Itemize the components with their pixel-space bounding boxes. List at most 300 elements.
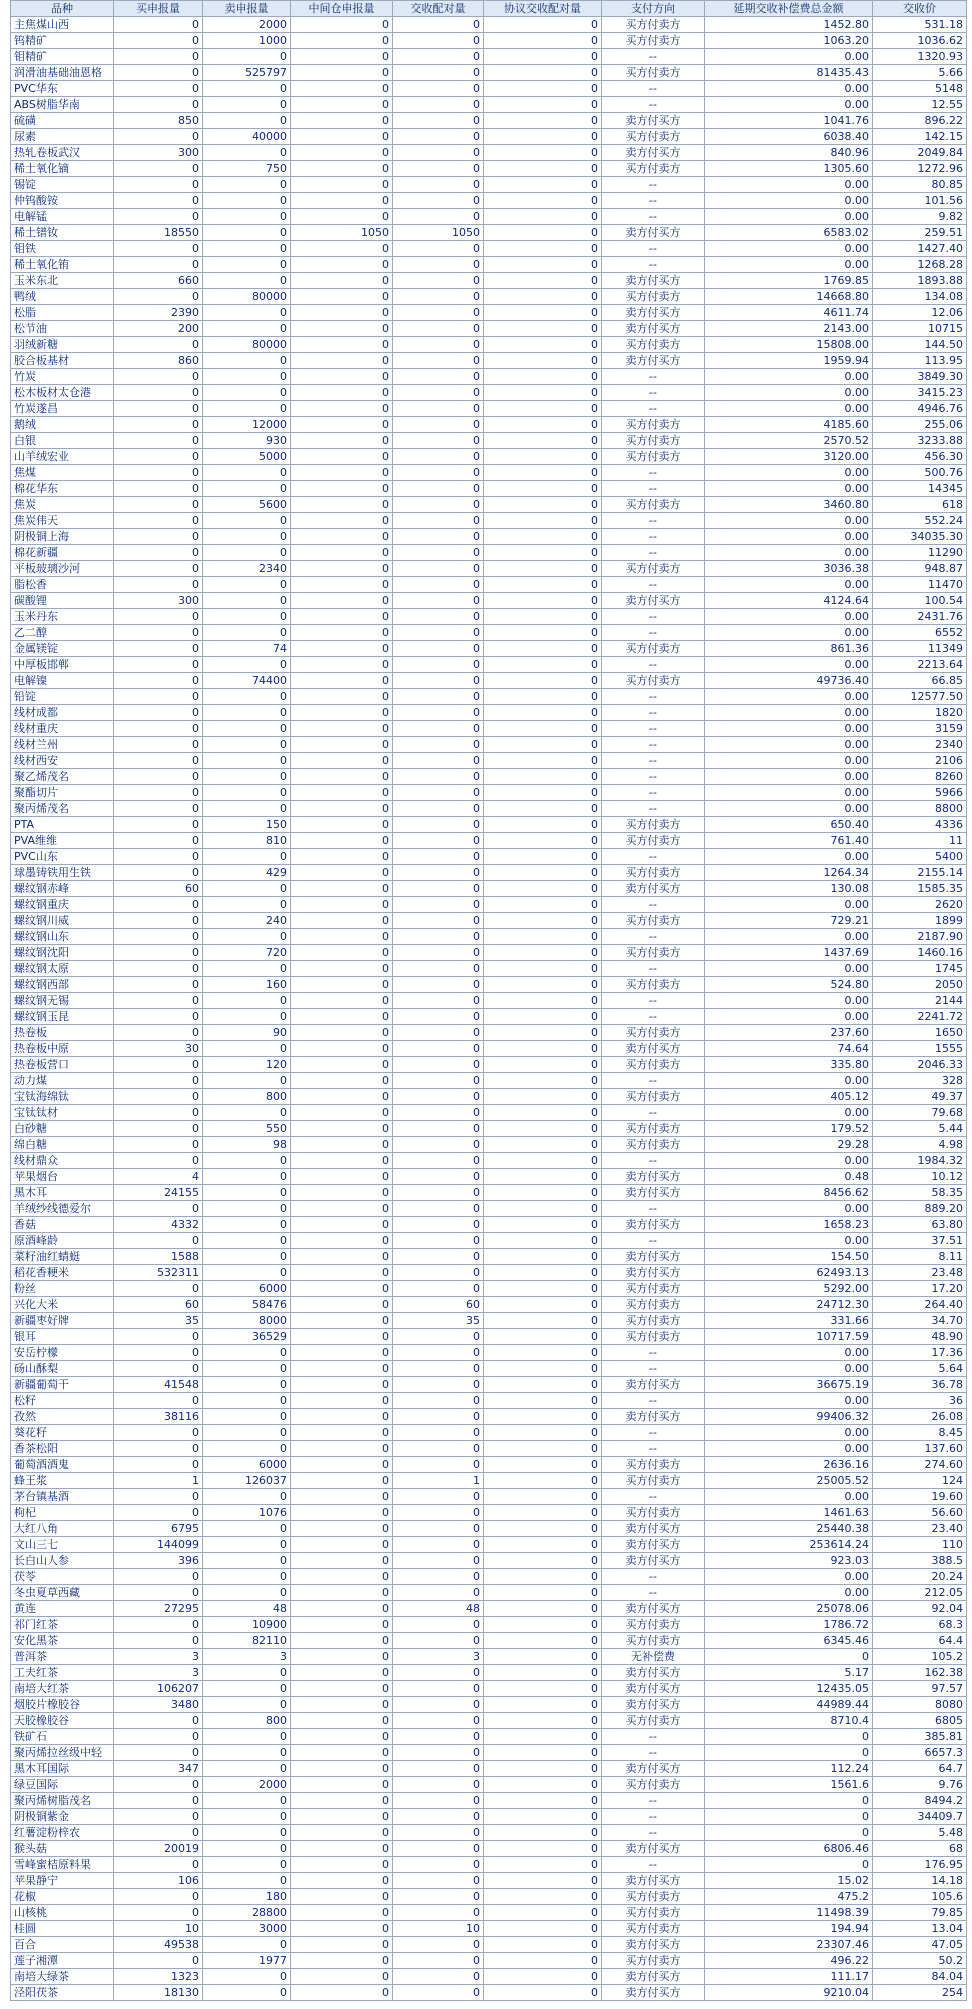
- cell-buy-declared: 144099: [114, 1537, 203, 1553]
- cell-compensation-total: 29.28: [705, 1137, 873, 1153]
- cell-product: 苹果烟台: [11, 1169, 114, 1185]
- cell-settlement-price: 2046.33: [873, 1057, 967, 1073]
- cell-sell-declared: 800: [203, 1089, 291, 1105]
- cell-buy-declared: 0: [114, 1393, 203, 1409]
- cell-agreement-matched: 0: [484, 81, 602, 97]
- cell-agreement-matched: 0: [484, 1217, 602, 1233]
- cell-payment-direction: 买方付卖方: [602, 1281, 705, 1297]
- cell-delivery-matched: 0: [393, 1969, 484, 1985]
- cell-sell-declared: 0: [203, 1665, 291, 1681]
- cell-sell-declared: 0: [203, 929, 291, 945]
- cell-mid-warehouse: 0: [291, 721, 393, 737]
- cell-buy-declared: 0: [114, 769, 203, 785]
- cell-mid-warehouse: 0: [291, 1041, 393, 1057]
- table-row: [11, 577, 967, 593]
- cell-agreement-matched: 0: [484, 609, 602, 625]
- cell-settlement-price: 11470: [873, 577, 967, 593]
- cell-sell-declared: 0: [203, 1521, 291, 1537]
- cell-agreement-matched: 0: [484, 177, 602, 193]
- cell-payment-direction: --: [602, 689, 705, 705]
- cell-compensation-total: 99406.32: [705, 1409, 873, 1425]
- cell-sell-declared: 0: [203, 273, 291, 289]
- cell-buy-declared: 0: [114, 529, 203, 545]
- cell-sell-declared: 0: [203, 385, 291, 401]
- cell-delivery-matched: 0: [393, 257, 484, 273]
- header-buy-declared: 买申报量: [114, 1, 203, 17]
- cell-buy-declared: 0: [114, 1825, 203, 1841]
- cell-compensation-total: 0.00: [705, 1009, 873, 1025]
- cell-settlement-price: 66.85: [873, 673, 967, 689]
- table-row: [11, 113, 967, 129]
- cell-product: 黄连: [11, 1601, 114, 1617]
- cell-product: 山核桃: [11, 1905, 114, 1921]
- cell-agreement-matched: 0: [484, 449, 602, 465]
- cell-buy-declared: 0: [114, 177, 203, 193]
- cell-sell-declared: 126037: [203, 1473, 291, 1489]
- cell-buy-declared: 0: [114, 1153, 203, 1169]
- cell-agreement-matched: 0: [484, 1233, 602, 1249]
- table-row: [11, 1649, 967, 1665]
- cell-sell-declared: 0: [203, 1585, 291, 1601]
- cell-delivery-matched: 0: [393, 1681, 484, 1697]
- cell-sell-declared: 0: [203, 1553, 291, 1569]
- cell-agreement-matched: 0: [484, 897, 602, 913]
- cell-agreement-matched: 0: [484, 1633, 602, 1649]
- cell-compensation-total: 0.00: [705, 1425, 873, 1441]
- table-row: [11, 449, 967, 465]
- cell-sell-declared: 0: [203, 993, 291, 1009]
- cell-compensation-total: 0.00: [705, 241, 873, 257]
- cell-buy-declared: 0: [114, 1633, 203, 1649]
- cell-buy-declared: 0: [114, 401, 203, 417]
- cell-settlement-price: 64.4: [873, 1633, 967, 1649]
- cell-payment-direction: 买方付卖方: [602, 641, 705, 657]
- cell-delivery-matched: 0: [393, 1281, 484, 1297]
- cell-compensation-total: 761.40: [705, 833, 873, 849]
- cell-product: 红薯淀粉梓农: [11, 1825, 114, 1841]
- cell-buy-declared: 0: [114, 1713, 203, 1729]
- cell-settlement-price: 1555: [873, 1041, 967, 1057]
- table-row: [11, 1009, 967, 1025]
- cell-mid-warehouse: 0: [291, 593, 393, 609]
- cell-compensation-total: 0: [705, 1793, 873, 1809]
- table-row: [11, 97, 967, 113]
- cell-agreement-matched: 0: [484, 561, 602, 577]
- cell-compensation-total: 4185.60: [705, 417, 873, 433]
- cell-product: 松节油: [11, 321, 114, 337]
- cell-settlement-price: 255.06: [873, 417, 967, 433]
- table-row: [11, 1905, 967, 1921]
- cell-sell-declared: 720: [203, 945, 291, 961]
- cell-sell-declared: 36529: [203, 1329, 291, 1345]
- table-row: [11, 1777, 967, 1793]
- cell-agreement-matched: 0: [484, 1617, 602, 1633]
- table-row: [11, 1537, 967, 1553]
- cell-compensation-total: 0.00: [705, 193, 873, 209]
- cell-payment-direction: 买方付卖方: [602, 1889, 705, 1905]
- cell-mid-warehouse: 0: [291, 1521, 393, 1537]
- cell-product: 鸭绒: [11, 289, 114, 305]
- cell-mid-warehouse: 0: [291, 1697, 393, 1713]
- cell-settlement-price: 12.55: [873, 97, 967, 113]
- cell-delivery-matched: 0: [393, 897, 484, 913]
- cell-settlement-price: 896.22: [873, 113, 967, 129]
- cell-buy-declared: 0: [114, 849, 203, 865]
- cell-buy-declared: 0: [114, 1905, 203, 1921]
- cell-payment-direction: 买方付卖方: [602, 1057, 705, 1073]
- cell-product: 烟胶片橡胶谷: [11, 1697, 114, 1713]
- cell-product: 尿素: [11, 129, 114, 145]
- cell-agreement-matched: 0: [484, 193, 602, 209]
- cell-settlement-price: 79.68: [873, 1105, 967, 1121]
- table-row: [11, 1297, 967, 1313]
- cell-agreement-matched: 0: [484, 737, 602, 753]
- cell-buy-declared: 0: [114, 897, 203, 913]
- cell-payment-direction: 买方付卖方: [602, 1329, 705, 1345]
- cell-compensation-total: 6345.46: [705, 1633, 873, 1649]
- cell-compensation-total: 130.08: [705, 881, 873, 897]
- cell-mid-warehouse: 0: [291, 1057, 393, 1073]
- cell-agreement-matched: 0: [484, 705, 602, 721]
- settlement-table: [10, 0, 967, 2001]
- cell-payment-direction: --: [602, 753, 705, 769]
- table-row: [11, 257, 967, 273]
- cell-sell-declared: 0: [203, 785, 291, 801]
- cell-payment-direction: 买方付卖方: [602, 1121, 705, 1137]
- settlement-table-container: [10, 0, 966, 2001]
- cell-buy-declared: 347: [114, 1761, 203, 1777]
- cell-settlement-price: 142.15: [873, 129, 967, 145]
- cell-sell-declared: 80000: [203, 289, 291, 305]
- cell-compensation-total: 0.00: [705, 1489, 873, 1505]
- cell-agreement-matched: 0: [484, 881, 602, 897]
- cell-payment-direction: 卖方付买方: [602, 1841, 705, 1857]
- table-row: [11, 913, 967, 929]
- cell-sell-declared: 0: [203, 113, 291, 129]
- cell-compensation-total: 0.00: [705, 257, 873, 273]
- cell-buy-declared: 0: [114, 833, 203, 849]
- cell-mid-warehouse: 0: [291, 81, 393, 97]
- cell-product: 冬虫夏草西藏: [11, 1585, 114, 1601]
- cell-payment-direction: 卖方付买方: [602, 1217, 705, 1233]
- cell-delivery-matched: 0: [393, 385, 484, 401]
- cell-mid-warehouse: 0: [291, 17, 393, 33]
- cell-settlement-price: 10.12: [873, 1169, 967, 1185]
- cell-mid-warehouse: 0: [291, 529, 393, 545]
- cell-compensation-total: 0.00: [705, 177, 873, 193]
- cell-buy-declared: 0: [114, 17, 203, 33]
- cell-settlement-price: 3415.23: [873, 385, 967, 401]
- cell-product: 白砂糖: [11, 1121, 114, 1137]
- cell-payment-direction: 卖方付买方: [602, 1761, 705, 1777]
- cell-delivery-matched: 1: [393, 1473, 484, 1489]
- cell-payment-direction: 买方付卖方: [602, 1713, 705, 1729]
- cell-sell-declared: 74: [203, 641, 291, 657]
- cell-buy-declared: 4332: [114, 1217, 203, 1233]
- cell-mid-warehouse: 0: [291, 737, 393, 753]
- cell-sell-declared: 80000: [203, 337, 291, 353]
- cell-settlement-price: 2050: [873, 977, 967, 993]
- cell-payment-direction: 卖方付买方: [602, 1409, 705, 1425]
- cell-agreement-matched: 0: [484, 1025, 602, 1041]
- table-row: [11, 1713, 967, 1729]
- cell-mid-warehouse: 0: [291, 1537, 393, 1553]
- cell-sell-declared: 12000: [203, 417, 291, 433]
- cell-mid-warehouse: 0: [291, 129, 393, 145]
- cell-settlement-price: 1268.28: [873, 257, 967, 273]
- cell-product: 稀土氧化镝: [11, 161, 114, 177]
- cell-settlement-price: 3849.30: [873, 369, 967, 385]
- table-row: [11, 769, 967, 785]
- table-row: [11, 1425, 967, 1441]
- cell-agreement-matched: 0: [484, 385, 602, 401]
- cell-compensation-total: 1461.63: [705, 1505, 873, 1521]
- cell-payment-direction: 买方付卖方: [602, 817, 705, 833]
- cell-agreement-matched: 0: [484, 1201, 602, 1217]
- cell-payment-direction: 买方付卖方: [602, 33, 705, 49]
- cell-product: 砀山酥梨: [11, 1361, 114, 1377]
- table-row: [11, 1345, 967, 1361]
- cell-compensation-total: 2636.16: [705, 1457, 873, 1473]
- cell-delivery-matched: 0: [393, 577, 484, 593]
- cell-sell-declared: 0: [203, 1265, 291, 1281]
- cell-payment-direction: 买方付卖方: [602, 1905, 705, 1921]
- cell-product: 竹炭: [11, 369, 114, 385]
- cell-agreement-matched: 0: [484, 1441, 602, 1457]
- cell-mid-warehouse: 0: [291, 337, 393, 353]
- cell-delivery-matched: 35: [393, 1313, 484, 1329]
- cell-delivery-matched: 0: [393, 305, 484, 321]
- cell-buy-declared: 38116: [114, 1409, 203, 1425]
- cell-sell-declared: 5000: [203, 449, 291, 465]
- cell-delivery-matched: 0: [393, 1745, 484, 1761]
- cell-mid-warehouse: 0: [291, 241, 393, 257]
- cell-delivery-matched: 0: [393, 1265, 484, 1281]
- cell-agreement-matched: 0: [484, 33, 602, 49]
- cell-sell-declared: 1076: [203, 1505, 291, 1521]
- cell-compensation-total: 524.80: [705, 977, 873, 993]
- cell-agreement-matched: 0: [484, 1329, 602, 1345]
- cell-compensation-total: 496.22: [705, 1953, 873, 1969]
- cell-compensation-total: 10717.59: [705, 1329, 873, 1345]
- cell-delivery-matched: 0: [393, 1905, 484, 1921]
- cell-sell-declared: 0: [203, 1489, 291, 1505]
- cell-settlement-price: 2431.76: [873, 609, 967, 625]
- table-row: [11, 1089, 967, 1105]
- cell-settlement-price: 385.81: [873, 1729, 967, 1745]
- cell-payment-direction: --: [602, 241, 705, 257]
- cell-delivery-matched: 0: [393, 721, 484, 737]
- cell-buy-declared: 1: [114, 1473, 203, 1489]
- cell-mid-warehouse: 0: [291, 97, 393, 113]
- cell-compensation-total: 0.00: [705, 689, 873, 705]
- cell-compensation-total: 0.00: [705, 897, 873, 913]
- cell-buy-declared: 0: [114, 1489, 203, 1505]
- cell-mid-warehouse: 0: [291, 1169, 393, 1185]
- cell-product: 螺纹钢重庆: [11, 897, 114, 913]
- cell-product: 雪峰蜜桔原料果: [11, 1857, 114, 1873]
- cell-sell-declared: 160: [203, 977, 291, 993]
- cell-mid-warehouse: 0: [291, 625, 393, 641]
- cell-agreement-matched: 0: [484, 161, 602, 177]
- cell-compensation-total: 0.48: [705, 1169, 873, 1185]
- cell-sell-declared: 0: [203, 1729, 291, 1745]
- cell-delivery-matched: 0: [393, 977, 484, 993]
- cell-buy-declared: 0: [114, 385, 203, 401]
- cell-settlement-price: 9.76: [873, 1777, 967, 1793]
- cell-delivery-matched: 0: [393, 689, 484, 705]
- cell-settlement-price: 14.18: [873, 1873, 967, 1889]
- cell-payment-direction: --: [602, 1361, 705, 1377]
- cell-settlement-price: 5148: [873, 81, 967, 97]
- cell-delivery-matched: 0: [393, 993, 484, 1009]
- cell-product: 菜籽油红蜻蜓: [11, 1249, 114, 1265]
- header-product: 品种: [11, 1, 114, 17]
- cell-payment-direction: --: [602, 1153, 705, 1169]
- cell-sell-declared: 0: [203, 801, 291, 817]
- cell-compensation-total: 49736.40: [705, 673, 873, 689]
- table-row: [11, 145, 967, 161]
- cell-delivery-matched: 60: [393, 1297, 484, 1313]
- cell-buy-declared: 200: [114, 321, 203, 337]
- cell-delivery-matched: 0: [393, 81, 484, 97]
- table-row: [11, 1361, 967, 1377]
- cell-mid-warehouse: 0: [291, 1201, 393, 1217]
- cell-agreement-matched: 0: [484, 1457, 602, 1473]
- table-row: [11, 1313, 967, 1329]
- table-row: [11, 1153, 967, 1169]
- cell-product: 脂松香: [11, 577, 114, 593]
- cell-compensation-total: 237.60: [705, 1025, 873, 1041]
- table-row: [11, 1281, 967, 1297]
- cell-agreement-matched: 0: [484, 1649, 602, 1665]
- cell-mid-warehouse: 0: [291, 1073, 393, 1089]
- cell-mid-warehouse: 0: [291, 1825, 393, 1841]
- table-row: [11, 65, 967, 81]
- cell-agreement-matched: 0: [484, 1841, 602, 1857]
- cell-buy-declared: 0: [114, 993, 203, 1009]
- table-row: [11, 1553, 967, 1569]
- cell-delivery-matched: 0: [393, 1537, 484, 1553]
- cell-delivery-matched: 0: [393, 1777, 484, 1793]
- cell-delivery-matched: 0: [393, 913, 484, 929]
- cell-settlement-price: 20.24: [873, 1569, 967, 1585]
- cell-delivery-matched: 0: [393, 1457, 484, 1473]
- cell-mid-warehouse: 0: [291, 145, 393, 161]
- cell-settlement-price: 92.04: [873, 1601, 967, 1617]
- cell-sell-declared: 0: [203, 897, 291, 913]
- cell-product: 南培大绿茶: [11, 1969, 114, 1985]
- cell-payment-direction: 买方付卖方: [602, 1473, 705, 1489]
- cell-buy-declared: 0: [114, 641, 203, 657]
- cell-agreement-matched: 0: [484, 689, 602, 705]
- table-row: [11, 1825, 967, 1841]
- cell-sell-declared: 10900: [203, 1617, 291, 1633]
- header-settlement-price: 交收价: [873, 1, 967, 17]
- cell-buy-declared: 0: [114, 737, 203, 753]
- cell-payment-direction: --: [602, 1393, 705, 1409]
- cell-compensation-total: 0.00: [705, 1441, 873, 1457]
- cell-compensation-total: 0.00: [705, 737, 873, 753]
- cell-payment-direction: 买方付卖方: [602, 1921, 705, 1937]
- cell-delivery-matched: 0: [393, 1153, 484, 1169]
- cell-compensation-total: 0: [705, 1825, 873, 1841]
- cell-settlement-price: 3233.88: [873, 433, 967, 449]
- cell-settlement-price: 2106: [873, 753, 967, 769]
- cell-product: 松木板材太仓港: [11, 385, 114, 401]
- cell-buy-declared: 0: [114, 1137, 203, 1153]
- cell-delivery-matched: 0: [393, 1873, 484, 1889]
- cell-product: 螺纹钢玉昆: [11, 1009, 114, 1025]
- cell-buy-declared: 10: [114, 1921, 203, 1937]
- cell-mid-warehouse: 0: [291, 1121, 393, 1137]
- cell-product: 锡锭: [11, 177, 114, 193]
- cell-payment-direction: 卖方付买方: [602, 1377, 705, 1393]
- cell-agreement-matched: 0: [484, 641, 602, 657]
- cell-sell-declared: 0: [203, 1985, 291, 2001]
- cell-agreement-matched: 0: [484, 209, 602, 225]
- cell-delivery-matched: 0: [393, 1633, 484, 1649]
- cell-settlement-price: 34035.30: [873, 529, 967, 545]
- cell-product: 宝钛钛材: [11, 1105, 114, 1121]
- cell-agreement-matched: 0: [484, 321, 602, 337]
- cell-sell-declared: 0: [203, 513, 291, 529]
- table-row: [11, 1745, 967, 1761]
- table-row: [11, 1025, 967, 1041]
- cell-payment-direction: 买方付卖方: [602, 433, 705, 449]
- cell-buy-declared: 0: [114, 1025, 203, 1041]
- cell-sell-declared: 0: [203, 609, 291, 625]
- table-row: [11, 1105, 967, 1121]
- cell-agreement-matched: 0: [484, 1089, 602, 1105]
- cell-buy-declared: 0: [114, 193, 203, 209]
- table-row: [11, 497, 967, 513]
- cell-settlement-price: 5.66: [873, 65, 967, 81]
- cell-mid-warehouse: 0: [291, 753, 393, 769]
- cell-buy-declared: 0: [114, 961, 203, 977]
- cell-mid-warehouse: 0: [291, 961, 393, 977]
- cell-delivery-matched: 0: [393, 449, 484, 465]
- cell-payment-direction: --: [602, 1441, 705, 1457]
- cell-compensation-total: 0.00: [705, 801, 873, 817]
- cell-delivery-matched: 0: [393, 1361, 484, 1377]
- table-row: [11, 593, 967, 609]
- cell-product: 仲钨酸铵: [11, 193, 114, 209]
- cell-agreement-matched: 0: [484, 849, 602, 865]
- cell-mid-warehouse: 0: [291, 1681, 393, 1697]
- cell-settlement-price: 1427.40: [873, 241, 967, 257]
- cell-product: 动力煤: [11, 1073, 114, 1089]
- cell-settlement-price: 2213.64: [873, 657, 967, 673]
- table-row: [11, 625, 967, 641]
- cell-payment-direction: --: [602, 1809, 705, 1825]
- cell-agreement-matched: 0: [484, 1697, 602, 1713]
- cell-mid-warehouse: 0: [291, 1217, 393, 1233]
- cell-compensation-total: 840.96: [705, 145, 873, 161]
- cell-buy-declared: 0: [114, 1009, 203, 1025]
- cell-delivery-matched: 0: [393, 1345, 484, 1361]
- cell-payment-direction: --: [602, 1793, 705, 1809]
- cell-payment-direction: --: [602, 1745, 705, 1761]
- cell-sell-declared: 98: [203, 1137, 291, 1153]
- cell-payment-direction: --: [602, 785, 705, 801]
- cell-mid-warehouse: 0: [291, 849, 393, 865]
- cell-mid-warehouse: 0: [291, 1009, 393, 1025]
- cell-compensation-total: 1437.69: [705, 945, 873, 961]
- table-row: [11, 1921, 967, 1937]
- cell-payment-direction: --: [602, 1345, 705, 1361]
- cell-payment-direction: 卖方付买方: [602, 1697, 705, 1713]
